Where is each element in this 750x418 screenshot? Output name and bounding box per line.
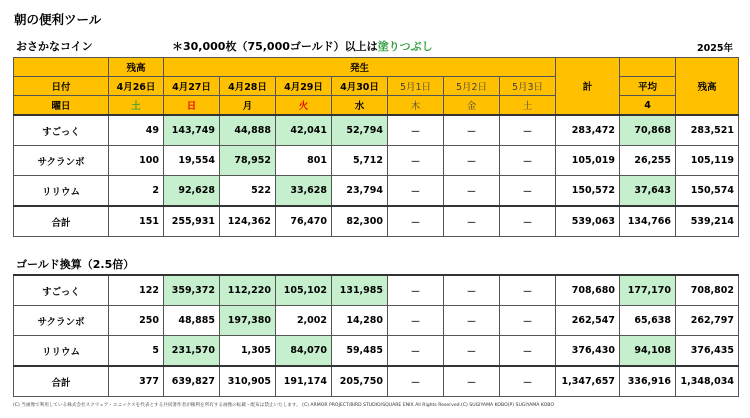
table-cell: 70,868	[620, 115, 676, 146]
weekday-cell: 水	[332, 96, 388, 116]
table-cell: 539,063	[556, 206, 620, 237]
gold-section-title: ゴールド換算（2.5倍）	[16, 258, 135, 271]
table-cell: 105,119	[676, 146, 739, 176]
table-cell: 84,070	[276, 336, 332, 367]
row-label: サクランボ	[14, 306, 109, 336]
table-cell: 708,802	[676, 275, 739, 306]
table-cell: －	[500, 336, 556, 367]
table-row	[14, 115, 739, 146]
row-label: サクランボ	[14, 146, 109, 176]
table-cell: 23,794	[332, 176, 388, 207]
highlight-note-text: ＊30,000枚（75,000ゴールド）以上は	[172, 40, 378, 53]
table-cell: 42,041	[276, 115, 332, 146]
table-cell: 639,827	[164, 366, 220, 397]
table-cell: 376,435	[676, 336, 739, 367]
weekday-cell: 月	[220, 96, 276, 116]
table-cell: 539,214	[676, 206, 739, 237]
row-label: リリウム	[14, 336, 109, 367]
gold-table	[13, 274, 739, 397]
row-label: リリウム	[14, 176, 109, 207]
date-cell: 5月1日	[388, 77, 444, 96]
table-row	[14, 306, 739, 336]
row-label: 合計	[14, 366, 109, 397]
year-label: 2025年	[697, 43, 733, 54]
table-cell: 143,749	[164, 115, 220, 146]
weekday-cell: 土	[109, 96, 164, 116]
table-cell: －	[500, 115, 556, 146]
date-cell: 4月27日	[164, 77, 220, 96]
table-cell: 1,305	[220, 336, 276, 367]
table-cell: 49	[109, 115, 164, 146]
table-cell: 134,766	[620, 206, 676, 237]
table-cell: －	[444, 176, 500, 207]
table-cell: 105,102	[276, 275, 332, 306]
table-cell: 78,952	[220, 146, 276, 176]
table-cell: －	[388, 206, 444, 237]
table-cell: 283,521	[676, 115, 739, 146]
highlight-note	[172, 38, 433, 54]
table-cell: －	[500, 176, 556, 207]
table-cell: 359,372	[164, 275, 220, 306]
table-cell: －	[444, 336, 500, 367]
table-cell: 19,554	[164, 146, 220, 176]
table-cell: 262,797	[676, 306, 739, 336]
table-cell: 205,750	[332, 366, 388, 397]
table-cell: －	[444, 206, 500, 237]
table-cell: 5,712	[332, 146, 388, 176]
table-cell: －	[444, 275, 500, 306]
header-date: 日付	[14, 77, 109, 96]
table-cell: －	[388, 146, 444, 176]
date-cell: 4月30日	[332, 77, 388, 96]
table-cell: －	[500, 366, 556, 397]
table-cell: 124,362	[220, 206, 276, 237]
table-cell: －	[500, 206, 556, 237]
table-cell: 250	[109, 306, 164, 336]
row-label: すごっく	[14, 115, 109, 146]
table-cell: 33,628	[276, 176, 332, 207]
table-cell: 48,885	[164, 306, 220, 336]
table-cell: －	[500, 275, 556, 306]
table-cell: 255,931	[164, 206, 220, 237]
table-cell: 1,347,657	[556, 366, 620, 397]
row-label: 合計	[14, 206, 109, 237]
table-cell: 522	[220, 176, 276, 207]
table-cell: 112,220	[220, 275, 276, 306]
date-cell: 4月26日	[109, 77, 164, 96]
table-cell: 310,905	[220, 366, 276, 397]
header-opening-balance: 残高	[109, 58, 164, 77]
table-cell: 37,643	[620, 176, 676, 207]
table-cell: －	[500, 146, 556, 176]
table-row	[14, 146, 739, 176]
table-cell: 82,300	[332, 206, 388, 237]
page-title: 朝の便利ツール	[14, 12, 102, 27]
weekday-cell: 金	[444, 96, 500, 116]
table-cell: 2	[109, 176, 164, 207]
date-cell: 5月2日	[444, 77, 500, 96]
weekday-cell: 木	[388, 96, 444, 116]
table-cell: 92,628	[164, 176, 220, 207]
table-row-total	[14, 366, 739, 397]
table-cell: 262,547	[556, 306, 620, 336]
table-cell: 2,002	[276, 306, 332, 336]
row-label: すごっく	[14, 275, 109, 306]
weekday-cell: 日	[164, 96, 220, 116]
average-days: 4	[620, 96, 676, 116]
table-cell: 177,170	[620, 275, 676, 306]
table-row	[14, 336, 739, 367]
table-cell: 131,985	[332, 275, 388, 306]
table-cell: 52,794	[332, 115, 388, 146]
table-cell: －	[388, 336, 444, 367]
header-closing-balance: 残高	[676, 58, 739, 116]
table-cell: 377	[109, 366, 164, 397]
table-cell: －	[444, 306, 500, 336]
table-cell: －	[388, 306, 444, 336]
table-cell: －	[388, 366, 444, 397]
table-cell: 336,916	[620, 366, 676, 397]
table-cell: 231,570	[164, 336, 220, 367]
header-blank-avg	[620, 58, 676, 77]
weekday-cell: 火	[276, 96, 332, 116]
date-cell: 4月29日	[276, 77, 332, 96]
table-row	[14, 275, 739, 306]
header-blank	[14, 58, 109, 77]
table-cell: 65,638	[620, 306, 676, 336]
table-cell: 151	[109, 206, 164, 237]
table-cell: 283,472	[556, 115, 620, 146]
table-cell: －	[388, 115, 444, 146]
table-cell: 150,572	[556, 176, 620, 207]
weekday-cell: 土	[500, 96, 556, 116]
table-cell: 100	[109, 146, 164, 176]
date-cell: 4月28日	[220, 77, 276, 96]
table-cell: 5	[109, 336, 164, 367]
table-cell: 197,380	[220, 306, 276, 336]
copyright-footer: (C) 当画像で利用している株式会社スクウェア・エニックスを代表とする共同著作者が権利を所有する画像の転載・配布は禁止いたします。 (C) ARMOR PROJECT/BIRD STUDIO/SQUARE ENIX All Rights Reserved.(C) SUGIYAMA KOBO(P) SUGIYAMA KOBO	[13, 403, 554, 408]
table-cell: 376,430	[556, 336, 620, 367]
table-cell: －	[444, 366, 500, 397]
coin-table	[13, 57, 739, 237]
table-cell: －	[388, 176, 444, 207]
table-cell: 1,348,034	[676, 366, 739, 397]
table-cell: 191,174	[276, 366, 332, 397]
table-cell: －	[444, 115, 500, 146]
table-cell: 94,108	[620, 336, 676, 367]
table-cell: 105,019	[556, 146, 620, 176]
table-cell: －	[500, 306, 556, 336]
table-row	[14, 176, 739, 207]
header-occurrence: 発生	[164, 58, 556, 77]
table-cell: －	[444, 146, 500, 176]
table-cell: 76,470	[276, 206, 332, 237]
table-cell: －	[388, 275, 444, 306]
table-cell: 26,255	[620, 146, 676, 176]
table-row-total	[14, 206, 739, 237]
date-cell: 5月3日	[500, 77, 556, 96]
header-total: 計	[556, 58, 620, 116]
table-cell: 122	[109, 275, 164, 306]
table-cell: 150,574	[676, 176, 739, 207]
coin-section-title: おさかなコイン	[16, 40, 93, 53]
highlight-note-keyword: 塗りつぶし	[377, 40, 433, 53]
header-average: 平均	[620, 77, 676, 96]
table-cell: 708,680	[556, 275, 620, 306]
table-cell: 14,280	[332, 306, 388, 336]
header-weekday: 曜日	[14, 96, 109, 116]
table-cell: 801	[276, 146, 332, 176]
table-cell: 59,485	[332, 336, 388, 367]
table-cell: 44,888	[220, 115, 276, 146]
